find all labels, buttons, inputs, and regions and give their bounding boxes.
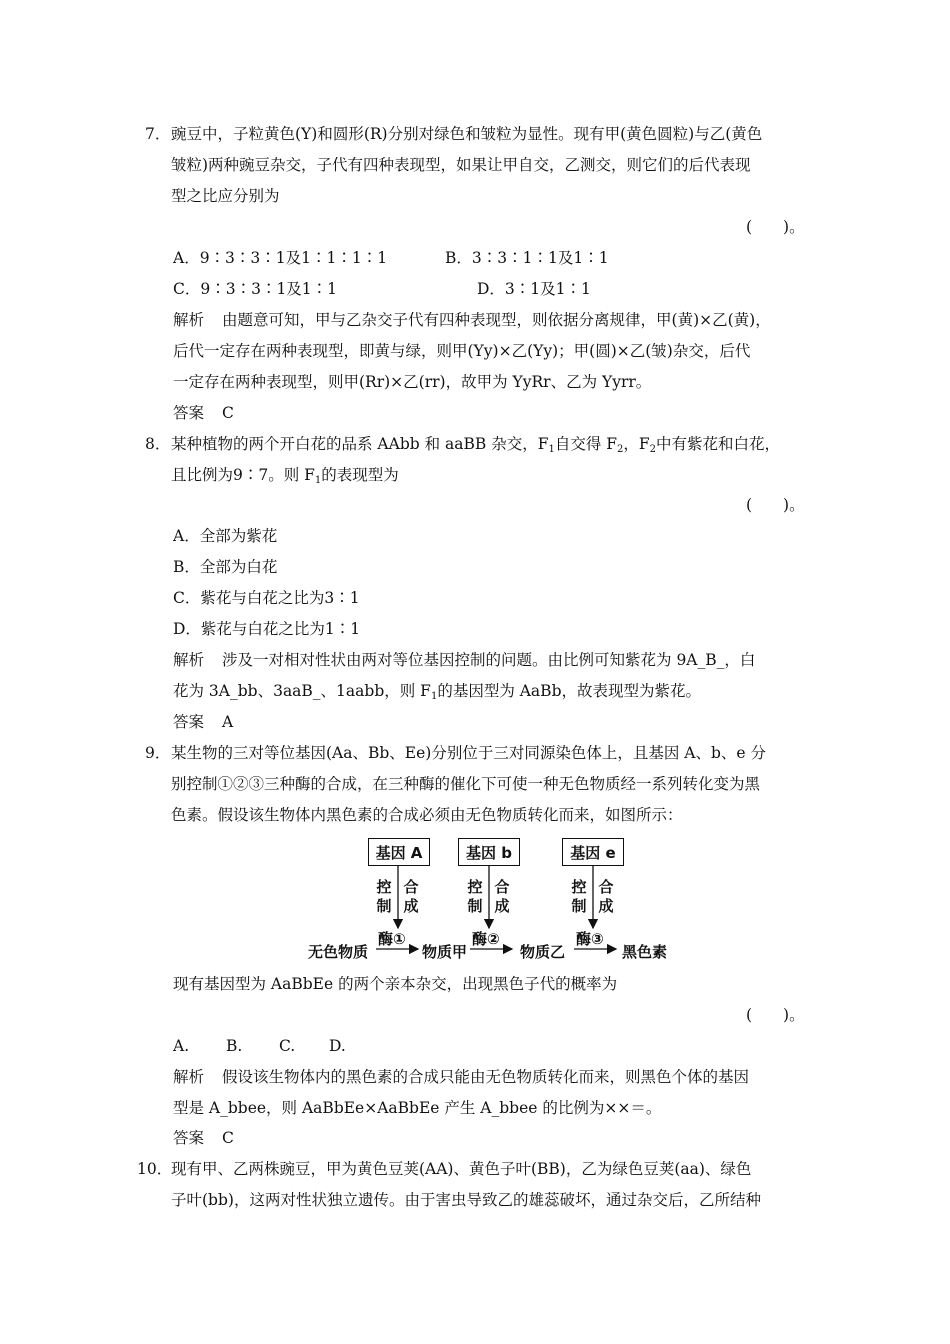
analysis-text: 假设该生物体内的黑色素的合成只能由无色物质转化而来，则黑色个体的基因: [222, 1068, 750, 1086]
analysis-text: 涉及一对相对性状由两对等位基因控制的问题。由比例可知紫花为 9A_B_，白: [222, 651, 756, 669]
question-7-analysis-line-1: [173, 310, 771, 330]
question-8-number: 8．: [145, 435, 171, 453]
question-9-answer-blank: ( )。: [746, 1006, 805, 1024]
synthesis-label-2: 合成: [494, 878, 510, 915]
gene-b-box: 基因 b: [458, 838, 520, 866]
question-9-option-a: A.: [173, 1037, 190, 1055]
analysis-text: 由题意可知，甲与乙杂交子代有四种表现型，则依据分离规律，甲(黄)×乙(黄)，: [222, 311, 771, 329]
text-run: 中有紫花和白花，: [656, 435, 781, 453]
text-run: 花为 3A_bb、3aaB_、1aabb，则 F: [173, 682, 431, 700]
answer-value: C: [222, 404, 234, 422]
control-label-2: 控制: [467, 878, 483, 915]
question-7-analysis-line-3: 一定存在两种表现型，则甲(Rr)×乙(rr)，故甲为 YyRr、乙为 Yyrr。: [173, 373, 652, 391]
question-9-analysis-line-2: 型是 A_bbee，则 AaBbEe×AaBbEe 产生 A_bbee 的比例为××＝。: [173, 1099, 662, 1117]
control-label-1: 控制: [376, 878, 392, 915]
question-7-text-line-2: 皱粒)两种豌豆杂交，子代有四种表现型，如果让甲自交，乙测交，则它们的后代表现: [171, 156, 751, 174]
question-7-number: 7．: [145, 125, 171, 143]
question-9-text-line-2: 别控制①②③三种酶的合成，在三种酶的催化下可使一种无色物质经一系列转化变为黑: [171, 775, 761, 793]
question-9-analysis-line-1: [173, 1067, 749, 1087]
question-8-analysis-line-2: [173, 681, 701, 701]
text-run: ，F: [623, 435, 650, 453]
question-8-analysis-line-1: [173, 650, 755, 670]
synthesis-label-1: 合成: [403, 878, 419, 915]
analysis-label: 解析: [173, 311, 205, 329]
question-8-text-line-1: [171, 434, 780, 454]
question-8-option-d: D．紫花与白花之比为1∶1: [173, 620, 361, 638]
question-9-text-line-1: 某生物的三对等位基因(Aa、Bb、Ee)分别位于三对同源染色体上，且基因 A、b、e 分: [171, 744, 766, 762]
question-7-option-b: B．3∶3∶1∶1及1∶1: [445, 249, 609, 267]
synthesis-label-3: 合成: [598, 878, 614, 915]
question-7-option-a: A．9∶3∶3∶1及1∶1∶1∶1: [173, 249, 388, 267]
question-9-option-d: D.: [329, 1037, 346, 1055]
substance-a: 物质甲: [422, 943, 468, 961]
question-7-text-line-1: 豌豆中，子粒黄色(Y)和圆形(R)分别对绿色和皱粒为显性。现有甲(黄色圆粒)与乙(黄色: [171, 125, 763, 143]
answer-label: 答案: [173, 404, 205, 422]
text-run: 且比例为9∶7。则 F: [171, 466, 315, 484]
question-10-text-line-1: 现有甲、乙两株豌豆，甲为黄色豆荚(AA)、黄色子叶(BB)，乙为绿色豆荚(aa)、绿色: [171, 1160, 752, 1178]
substance-colorless: 无色物质: [308, 943, 369, 961]
gene-a-box: 基因 A: [368, 838, 430, 866]
analysis-label: 解析: [173, 651, 205, 669]
text-run: 某种植物的两个开白花的品系 AAbb 和 aaBB 杂交，F: [171, 435, 549, 453]
question-9-option-c: C.: [279, 1037, 296, 1055]
substance-melanin: 黑色素: [622, 943, 668, 961]
answer-value: A: [222, 713, 234, 731]
question-8-answer: [173, 712, 233, 732]
question-9-text-line-3: 色素。假设该生物体内黑色素的合成必须由无色物质转化而来，如图所示：: [171, 806, 683, 824]
subscript: 1: [430, 691, 438, 702]
question-9-option-b: B.: [226, 1037, 243, 1055]
answer-label: 答案: [173, 713, 205, 731]
subscript: 1: [548, 444, 555, 455]
enzyme-3-label: 酶③: [576, 930, 604, 948]
subscript: 1: [314, 475, 322, 486]
text-run: 的表现型为: [321, 466, 399, 484]
question-7-answer-blank: ( )。: [746, 218, 805, 236]
enzyme-1-label: 酶①: [378, 930, 406, 948]
question-9-answer: [173, 1128, 234, 1148]
enzyme-2-label: 酶②: [472, 930, 500, 948]
question-7-answer: [173, 403, 234, 423]
subscript: 2: [649, 444, 657, 455]
answer-label: 答案: [173, 1129, 205, 1147]
text-run: 自交得 F: [554, 435, 618, 453]
question-7-option-c: C．9∶3∶3∶1及1∶1: [173, 280, 338, 298]
question-8-text-line-2: [171, 465, 399, 485]
analysis-label: 解析: [173, 1068, 205, 1086]
control-label-3: 控制: [571, 878, 587, 915]
question-10-text-line-2: 子叶(bb)，这两对性状独立遗传。由于害虫导致乙的雄蕊破坏，通过杂交后，乙所结种: [171, 1191, 761, 1209]
question-8-option-a: A．全部为紫花: [173, 527, 278, 545]
question-7-option-d: D．3∶1及1∶1: [477, 280, 591, 298]
question-10-number: 10．: [137, 1160, 173, 1178]
question-7-text-line-3: 型之比应分别为: [171, 187, 280, 205]
subscript: 2: [617, 444, 624, 455]
gene-e-box: 基因 e: [562, 838, 624, 866]
text-run: 的基因型为 AaBb，故表现型为紫花。: [437, 682, 701, 700]
question-8-option-b: B．全部为白花: [173, 558, 278, 576]
question-8-option-c: C．紫花与白花之比为3∶1: [173, 589, 360, 607]
answer-value: C: [222, 1129, 234, 1147]
question-7-analysis-line-2: 后代一定存在两种表现型，即黄与绿，则甲(Yy)×乙(Yy)；甲(圆)×乙(皱)杂交，后代: [173, 342, 751, 360]
question-9-after-diagram: 现有基因型为 AaBbEe 的两个亲本杂交，出现黑色子代的概率为: [173, 975, 618, 993]
substance-b: 物质乙: [520, 943, 566, 961]
pathway-diagram: [300, 838, 680, 968]
question-9-number: 9．: [145, 744, 171, 762]
question-8-answer-blank: ( )。: [746, 496, 805, 514]
